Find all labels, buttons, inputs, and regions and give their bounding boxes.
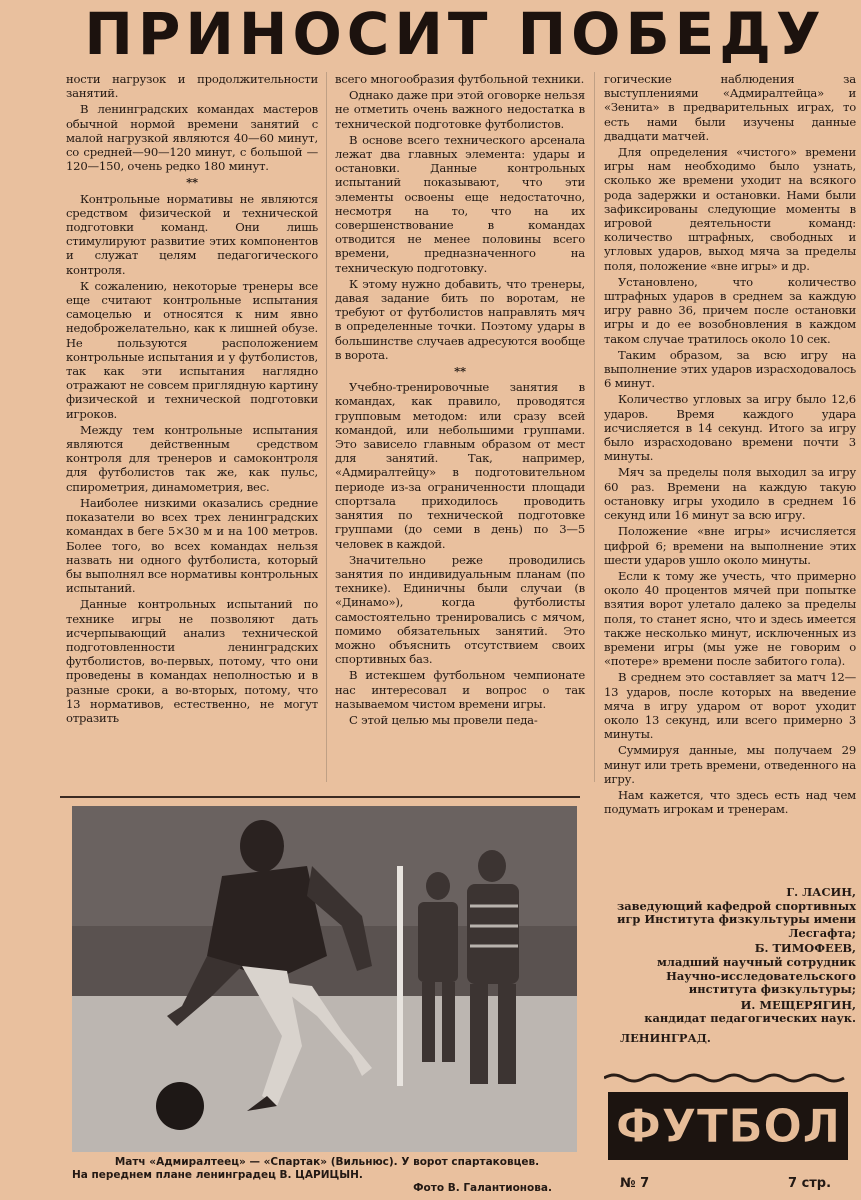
page-number: 7 стр. — [788, 1176, 832, 1191]
column-divider — [594, 72, 595, 782]
section-separator: ** — [454, 364, 466, 379]
paragraph: Наиболее низкими оказались средние показатели во всех трех ленинградских командах в беге 5×30 м и на 100 метров. Более того, во всех командах нельзя назвать ни одного футболиста, который бы выполнял все нормативы контрольных испытаний. — [66, 495, 318, 596]
paragraph: С этой целью мы провели педа- — [349, 712, 538, 727]
paragraph: Нам кажется, что здесь есть над чем подумать игрокам и тренерам. — [604, 787, 856, 817]
paragraph: Между тем контрольные испытания являются действенным средством контроля для тренеров и самоконтроля для футболистов так же, как пульс, спирометрия, динамометрия, вес. — [66, 422, 318, 494]
paragraph: Суммируя данные, мы получаем 29 минут или треть времени, отведенного на игру. — [604, 743, 856, 786]
logo-graphic — [604, 1068, 854, 1168]
match-photo — [72, 806, 577, 1152]
paragraph: Таким образом, за всю игру на выполнение этих ударов израсходовалось 6 минут. — [604, 347, 856, 391]
paragraph: Если к тому же учесть, что примерно около 40 процентов мячей при попытке взятия ворот улетало далеко за пределы поля, то станет ясно, что и здесь имеется также несколько минут, исключенных из времени игры (мы уже не говорим о «потере» времени после забитого гола). — [604, 568, 856, 669]
article-column-3 — [604, 72, 856, 852]
horizontal-rule — [60, 796, 580, 798]
headline: ПРИНОСИТ ПОБЕДУ — [84, 0, 826, 68]
paragraph: Учебно-тренировочные занятия в командах, как правило, проводятся групповым методом: или сразу всей командой, или небольшими группами. Это зависело главным образом от мест для занятий. Так, например, «Адмиралтейцу» в подготовительном периоде из-за ограниченности площади спортзала приходилось проводить занятия по технической подготовке группами (до семи в день) по 3—5 человек в каждой. — [335, 380, 585, 551]
signature-block — [604, 884, 856, 1046]
paragraph: В истекшем футбольном чемпионате нас интересовал и вопрос о так называемом чистом времени игры. — [335, 668, 585, 711]
column-divider — [326, 72, 327, 782]
paragraph: Контрольные нормативы не являются средством физической и технической подготовки команд. Они лишь стимулируют развитие этих компонентов и служат целям педагогического контроля. — [66, 191, 318, 277]
author-name-3: И. МЕЩЕРЯГИН, — [740, 997, 856, 1012]
photo-caption — [72, 1156, 582, 1195]
author-name-1: Г. ЛАСИН, — [786, 885, 856, 899]
paragraph: Положение «вне игры» исчисляется цифрой 6; времени на выполнение этих шести ударов ушло около минуты. — [604, 524, 856, 567]
paragraph: В среднем это составляет за матч 12—13 ударов, после которых на введение мяча в игру ударом от ворот уходит около 13 секунд, или всего примерно 3 минуты. — [604, 670, 856, 742]
caption-line-1: Матч «Адмиралтеец» — «Спартак» (Вильнюс). У ворот спартаковцев. — [114, 1156, 540, 1168]
paragraph: ности нагрузок и продолжительности занятий. — [66, 72, 318, 101]
paragraph: В основе всего технического арсенала лежат два главных элемента: удары и остановки. Данные контрольных испытаний показывают, что эти элементы освоены еще недостаточно, несмотря на то, что на их совершенствование в командах отводится не менее половины всего времени, предназначенного на техническую подготовку. — [335, 132, 585, 275]
dateline-city: ЛЕНИНГРАД. — [620, 1030, 711, 1045]
author-role-2: младший научный сотрудник Научно-исследовательского института физкультуры; — [657, 954, 856, 997]
article-column-2 — [335, 72, 585, 792]
paragraph: В ленинградских командах мастеров обычной нормой времени занятий с малой нагрузкой являются 40—60 минут, со средней—90—120 минут, с большой — 120—150, очень редко 180 минут. — [66, 102, 318, 174]
caption-line-2: На переднем плане ленинградец В. ЦАРИЦЫН. — [72, 1169, 363, 1181]
paragraph: К сожалению, некоторые тренеры все еще считают контрольные испытания самоцелью и относятся к ним явно недоброжелательно, как к лишней обузе. Не пользуются расположением контрольные испытания и у футболистов, так как эти испытания наглядно отражают не совсем приглядную картину физической и технической подготовки игроков. — [66, 278, 318, 421]
logo-text: ФУТБОЛ — [615, 1099, 841, 1153]
author-role-1: заведующий кафедрой спортивных игр Института физкультуры имени Лесгафта; — [616, 898, 856, 940]
football-logo — [604, 1068, 854, 1168]
paragraph: гогические наблюдения за выступлениями «Адмиралтейца» и «Зенита» в предварительных играх, то есть нами были изучены данные двадцати матчей. — [604, 72, 856, 143]
photo-credit: Фото В. Галантионова. — [413, 1182, 552, 1194]
paragraph: Однако даже при этой оговорке нельзя не отметить очень важного недостатка в технической подготовке футболистов. — [335, 88, 585, 131]
paragraph: Установлено, что количество штрафных ударов в среднем за каждую игру равно 36, причем после остановки игры и до ее возобновления в каждом таком случае тратилось около 10 сек. — [604, 274, 856, 346]
paragraph: Количество угловых за игру было 12,6 ударов. Время каждого удара исчисляется в 14 секунд. Итого за игру было израсходовано времени почти 3 минуты. — [604, 392, 856, 464]
issue-number: № 7 — [620, 1176, 650, 1191]
photo-illustration — [72, 806, 577, 1152]
section-separator: ** — [186, 175, 198, 190]
author-name-2: Б. ТИМОФЕЕВ, — [754, 941, 856, 956]
paragraph: всего многообразия футбольной техники. — [335, 72, 585, 86]
paragraph: Мяч за пределы поля выходил за игру 60 раз. Времени на каждую такую остановку игры уходило в среднем 16 секунд или 16 минут за всю игру. — [604, 465, 856, 523]
paragraph: Для определения «чистого» времени игры нам необходимо было узнать, сколько же времени уходит на всякого рода задержки и остановки. Нами были зафиксированы следующие моменты в игровой деятельности команд: количество штрафных, свободных и угловых ударов, выход мяча за пределы поля, положение «вне игры» и др. — [604, 145, 856, 273]
paragraph: К этому нужно добавить, что тренеры, давая задание бить по воротам, не требуют от футболистов направлять мяч в определенные точки. Поэтому удары в большинстве случаев адресуются вообще в ворота. — [335, 276, 585, 362]
article-column-1 — [66, 72, 318, 782]
author-role-3: кандидат педагогических наук. — [644, 1011, 856, 1026]
paragraph: Данные контрольных испытаний по технике игры не позволяют дать исчерпывающий анализ технической подготовленности ленинградских футболистов, во-первых, потому, что они проведены в командах неполностью и в разные сроки, а во-вторых, потому, что 13 нормативов, естественно, не могут отразить — [66, 597, 318, 725]
paragraph: Значительно реже проводились занятия по индивидуальным планам (по технике). Единичны были случаи (в «Динамо»), когда футболисты самостоятельно тренировались с мячом, помимо обязательных занятий. Это можно объяснить отсутствием своих спортивных баз. — [335, 552, 585, 667]
